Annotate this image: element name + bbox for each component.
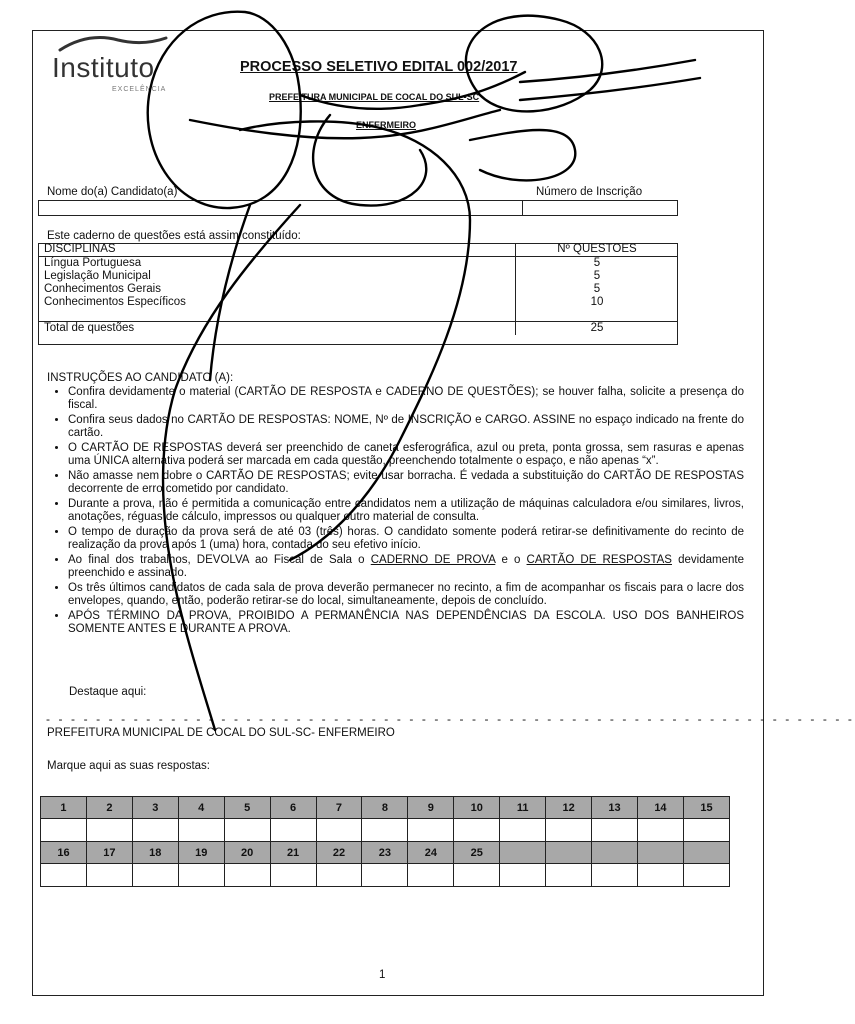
answer-grid bbox=[40, 796, 730, 887]
questions-header: Nº QUESTOES bbox=[516, 243, 679, 257]
candidate-name-field[interactable] bbox=[38, 200, 523, 216]
answer-number: 7 bbox=[316, 797, 362, 819]
answer-cell[interactable] bbox=[86, 819, 132, 842]
answer-cell[interactable] bbox=[683, 864, 729, 887]
page-number: 1 bbox=[379, 969, 386, 981]
answer-cell[interactable] bbox=[86, 864, 132, 887]
answer-cell[interactable] bbox=[592, 819, 638, 842]
candidate-name-label: Nome do(a) Candidato(a) bbox=[47, 186, 178, 198]
answer-number bbox=[500, 842, 546, 864]
registration-number-label: Número de Inscrição bbox=[536, 186, 643, 198]
answer-cell[interactable] bbox=[408, 819, 454, 842]
answer-number: 12 bbox=[546, 797, 592, 819]
answer-cell[interactable] bbox=[41, 819, 87, 842]
instruction-emphasis: CADERNO DE PROVA bbox=[370, 554, 496, 566]
instruction-item: • Durante a prova, não é permitida a comunicação entre candidatos nem a utilização de máquinas calculadora e/ou similares, livros, anotações, réguas de cálculo, impressos ou qualquer outro material de consulta. bbox=[68, 498, 744, 524]
instruction-item: • Os três últimos candidatos de cada sala de prova deverão permanecer no recinto, a fim de acompanhar os fiscais para o lacre dos envelopes, quando, então, poderão retirar-se do local, simultaneamente, depois de concluído. bbox=[68, 582, 744, 608]
answer-cell[interactable] bbox=[270, 819, 316, 842]
cut-line: - - - - - - - - - - - - - - - - - - - - - - - - - - - - - - - - - - - - - - - - - - - - - - - - - - - - - - - - - - - - - - - - - bbox=[46, 712, 855, 726]
answer-number: 22 bbox=[316, 842, 362, 864]
answer-number: 6 bbox=[270, 797, 316, 819]
answer-number: 3 bbox=[132, 797, 178, 819]
instruction-text: Ao final dos trabalhos, DEVOLVA ao Fiscal de Sala o bbox=[68, 554, 371, 566]
discipline-name: Legislação Municipal bbox=[44, 270, 151, 282]
discipline-count: 10 bbox=[516, 296, 679, 309]
total-label: Total de questões bbox=[44, 322, 135, 334]
booklet-intro: Este caderno de questões está assim constituído: bbox=[47, 230, 301, 242]
answer-cell[interactable] bbox=[637, 819, 683, 842]
answer-cell[interactable] bbox=[546, 864, 592, 887]
instruction-item: • O CARTÃO DE RESPOSTAS deverá ser preenchido de caneta esferográfica, azul ou preta, ponta grossa, sem rasuras e apenas uma ÚNICA alternativa poderá ser marcada em cada questão, preenchendo totalmente o espaço, e não apenas “x”. bbox=[68, 442, 744, 468]
instruction-item bbox=[68, 554, 744, 580]
logo-name: Instituto bbox=[52, 52, 155, 83]
answer-cell[interactable] bbox=[362, 864, 408, 887]
answer-number: 16 bbox=[41, 842, 87, 864]
answer-number: 5 bbox=[224, 797, 270, 819]
answer-cell[interactable] bbox=[224, 819, 270, 842]
answer-number bbox=[683, 842, 729, 864]
answer-cell[interactable] bbox=[408, 864, 454, 887]
total-count: 25 bbox=[516, 322, 679, 336]
registration-number-field[interactable] bbox=[522, 200, 678, 216]
page-title: PROCESSO SELETIVO EDITAL 002/2017 bbox=[240, 59, 518, 75]
answer-cell[interactable] bbox=[316, 864, 362, 887]
answer-number: 17 bbox=[86, 842, 132, 864]
answer-cell[interactable] bbox=[178, 819, 224, 842]
answer-number: 23 bbox=[362, 842, 408, 864]
answer-cell[interactable] bbox=[362, 819, 408, 842]
answer-cell[interactable] bbox=[683, 819, 729, 842]
answer-number: 21 bbox=[270, 842, 316, 864]
instruction-item: • Não amasse nem dobre o CARTÃO DE RESPOSTAS; evite usar borracha. É vedada a substituição do CARTÃO DE RESPOSTAS decorrente de erro cometido por candidato. bbox=[68, 470, 744, 496]
answer-number: 25 bbox=[454, 842, 500, 864]
answer-cell[interactable] bbox=[592, 864, 638, 887]
answer-number: 2 bbox=[86, 797, 132, 819]
answer-number: 20 bbox=[224, 842, 270, 864]
instruction-item: • Confira devidamente o material (CARTÃO DE RESPOSTA e CADERNO DE QUESTÕES); se houver falha, solicite a presença do fiscal. bbox=[68, 386, 744, 412]
answer-number: 14 bbox=[637, 797, 683, 819]
instructions-title: INSTRUÇÕES AO CANDIDATO (A): bbox=[47, 372, 234, 384]
answer-number: 13 bbox=[592, 797, 638, 819]
disciplines-header: DISCIPLINAS bbox=[44, 243, 116, 255]
discipline-name: Língua Portuguesa bbox=[44, 257, 142, 269]
answer-cell[interactable] bbox=[546, 819, 592, 842]
answer-number: 15 bbox=[683, 797, 729, 819]
instructions-list bbox=[48, 386, 744, 638]
answer-number: 1 bbox=[41, 797, 87, 819]
answer-cell[interactable] bbox=[270, 864, 316, 887]
answer-number: 19 bbox=[178, 842, 224, 864]
logo-tagline: EXCELÊNCIA bbox=[112, 86, 167, 93]
answer-cell[interactable] bbox=[637, 864, 683, 887]
discipline-count: 5 bbox=[516, 270, 679, 283]
answer-number: 9 bbox=[408, 797, 454, 819]
answer-number: 24 bbox=[408, 842, 454, 864]
job-role: ENFERMEIRO bbox=[356, 120, 417, 130]
instruction-item: • APÓS TÉRMINO DA PROVA, PROIBIDO A PERMANÊNCIA NAS DEPENDÊNCIAS DA ESCOLA. USO DOS BANHEIROS SOMENTE ANTES E DURANTE A PROVA. bbox=[68, 610, 744, 636]
answer-cell[interactable] bbox=[178, 864, 224, 887]
instruction-emphasis: CARTÃO DE RESPOSTAS bbox=[526, 554, 672, 566]
answer-number: 18 bbox=[132, 842, 178, 864]
answer-cell[interactable] bbox=[41, 864, 87, 887]
answer-number bbox=[546, 842, 592, 864]
detach-label: Destaque aqui: bbox=[69, 686, 147, 698]
answer-cell[interactable] bbox=[316, 819, 362, 842]
discipline-count: 5 bbox=[516, 257, 679, 271]
disciplines-table bbox=[38, 243, 678, 335]
stub-title: PREFEITURA MUNICIPAL DE COCAL DO SUL-SC- ENFERMEIRO bbox=[47, 727, 395, 739]
answer-cell[interactable] bbox=[454, 864, 500, 887]
answer-cell[interactable] bbox=[224, 864, 270, 887]
instruction-text: devidamente preenchido e assinado. bbox=[68, 554, 744, 579]
answer-cell[interactable] bbox=[500, 864, 546, 887]
answer-number: 10 bbox=[454, 797, 500, 819]
answer-cell[interactable] bbox=[454, 819, 500, 842]
discipline-count: 5 bbox=[516, 283, 679, 296]
answer-cell[interactable] bbox=[500, 819, 546, 842]
answer-number bbox=[637, 842, 683, 864]
instruction-text: e o bbox=[495, 554, 527, 566]
answer-cell[interactable] bbox=[132, 864, 178, 887]
answer-number: 4 bbox=[178, 797, 224, 819]
answer-cell[interactable] bbox=[132, 819, 178, 842]
answer-number bbox=[592, 842, 638, 864]
page-subtitle: PREFEITURA MUNICIPAL DE COCAL DO SUL-SC bbox=[269, 92, 480, 102]
discipline-name: Conhecimentos Gerais bbox=[44, 283, 161, 295]
discipline-name: Conhecimentos Específicos bbox=[44, 296, 186, 308]
answer-number: 11 bbox=[500, 797, 546, 819]
instruction-item: • Confira seus dados no CARTÃO DE RESPOSTAS: NOME, Nº de INSCRIÇÃO e CARGO. ASSINE no espaço indicado na frente do cartão. bbox=[68, 414, 744, 440]
answers-label: Marque aqui as suas respostas: bbox=[47, 760, 211, 772]
instruction-item: • O tempo de duração da prova será de até 03 (três) horas. O candidato somente poderá retirar-se definitivamente do recinto de realização da prova após 1 (uma) hora, contada do seu efetivo início. bbox=[68, 526, 744, 552]
answer-number: 8 bbox=[362, 797, 408, 819]
